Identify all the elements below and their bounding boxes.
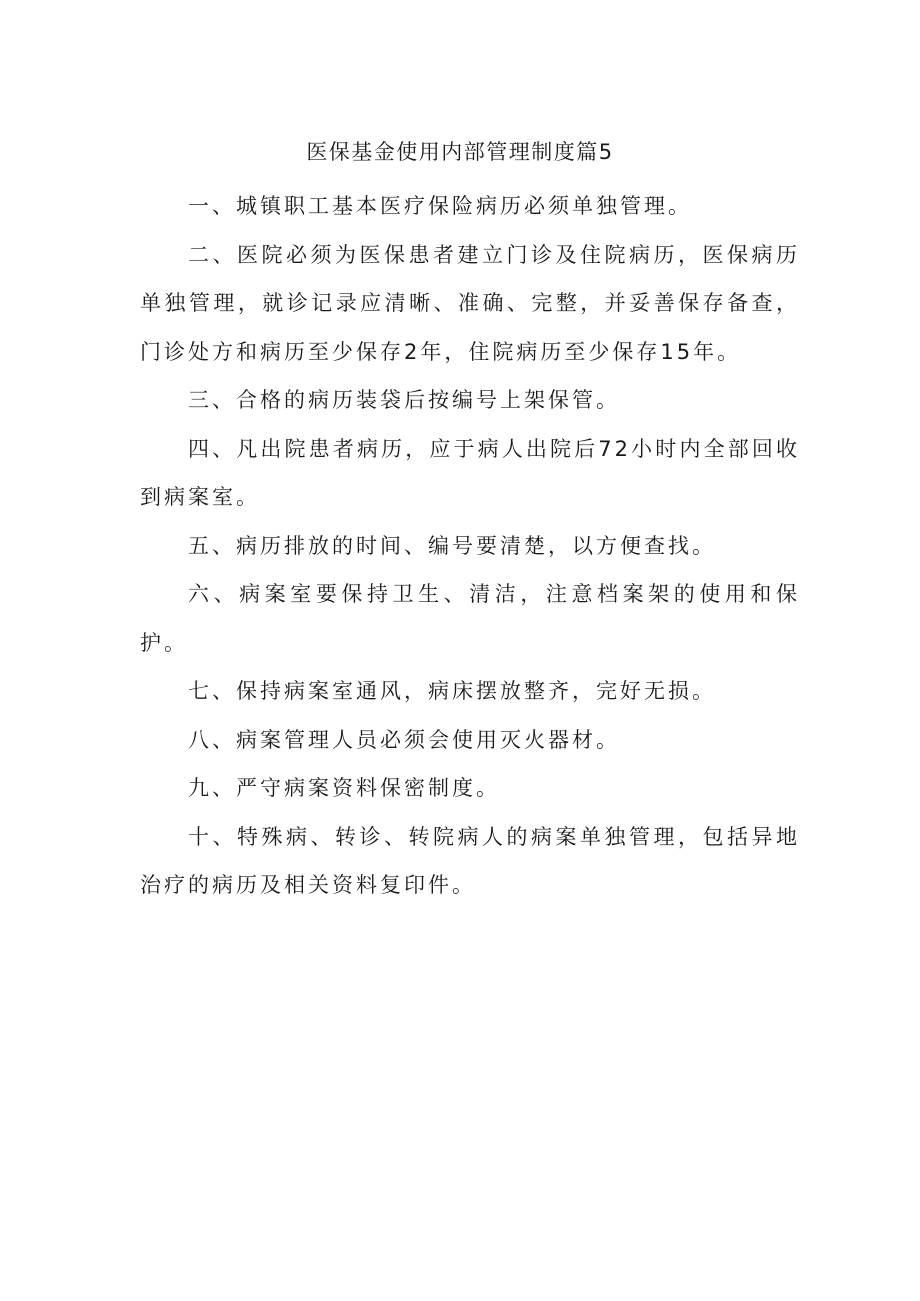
paragraph-10: 十、特殊病、转诊、转院病人的病案单独管理，包括异地治疗的病历及相关资料复印件。 — [140, 824, 800, 897]
paragraph-5: 五、病历排放的时间、编号要清楚，以方便查找。 — [188, 533, 716, 558]
paragraph-8: 八、病案管理人员必须会使用灭火器材。 — [188, 727, 620, 752]
paragraph-6: 六、病案室要保持卫生、清洁，注意档案架的使用和保护。 — [140, 582, 800, 655]
paragraph-1: 一、城镇职工基本医疗保险病历必须单独管理。 — [188, 194, 692, 218]
paragraph-4: 四、凡出院患者病历，应于病人出院后72小时内全部回收到病案室。 — [140, 436, 800, 509]
document-body — [140, 182, 800, 910]
paragraph-3: 三、合格的病历装袋后按编号上架保管。 — [188, 388, 620, 412]
document-title: 医保基金使用内部管理制度篇5 — [306, 140, 614, 164]
paragraph-2: 二、医院必须为医保患者建立门诊及住院病历，医保病历单独管理，就诊记录应清晰、准确、完整，并妥善保存备查，门诊处方和病历至少保存2年，住院病历至少保存15年。 — [140, 242, 800, 364]
paragraph-7: 七、保持病案室通风，病床摆放整齐，完好无损。 — [188, 679, 716, 703]
paragraph-9: 九、严守病案资料保密制度。 — [188, 776, 500, 800]
